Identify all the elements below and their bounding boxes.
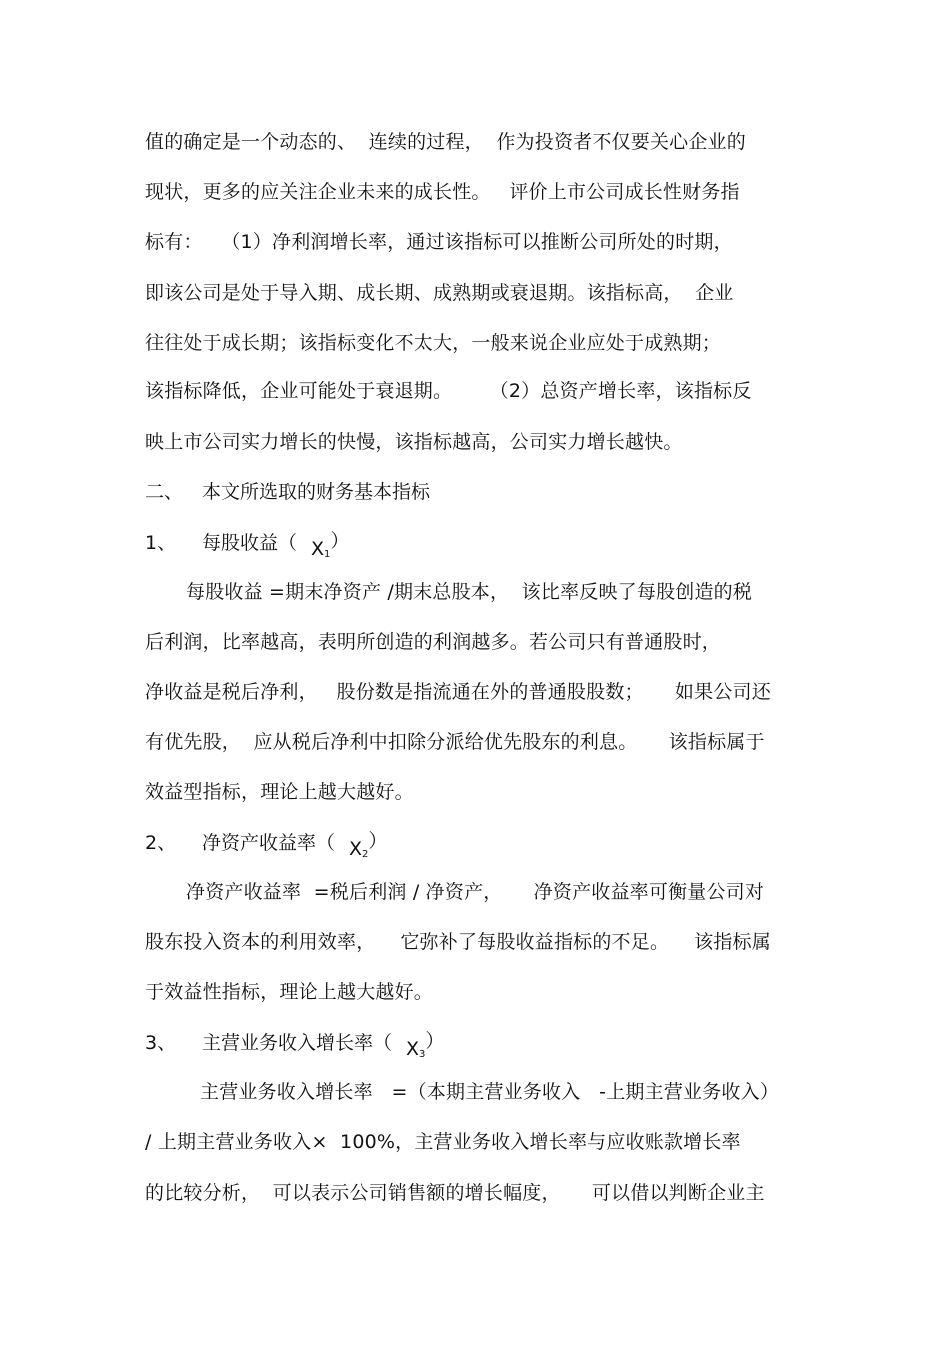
paragraph-line: 于效益性指标，理论上越大越好。 (145, 981, 434, 1003)
item-title-text: 主营业务收入增长率（ (202, 1032, 393, 1054)
section-title: 本文所选取的财务基本指标 (202, 481, 431, 503)
paragraph-line: 值的确定是一个动态的、 连续的过程， 作为投资者不仅要关心企业的 (145, 131, 746, 153)
paragraph-line: 主营业务收入增长率 =（本期主营业务收入 -上期主营业务收入） (200, 1081, 780, 1103)
item-number: 2、 (145, 832, 177, 854)
paragraph-line: 净收益是税后净利， 股份数是指流通在外的普通股股数； 如果公司还 (145, 681, 771, 703)
item-title (202, 831, 387, 859)
paragraph-line: 净资产收益率 =税后利润 / 净资产， 净资产收益率可衡量公司对 (186, 881, 765, 903)
paragraph-line: 即该公司是处于导入期、成长期、成熟期或衰退期。该指标高， 企业 (145, 282, 734, 304)
item-number: 1、 (145, 532, 177, 554)
variable-symbol: X (349, 838, 363, 860)
variable-symbol: X (311, 538, 325, 560)
paragraph-line: 有优先股， 应从税后净利中扣除分派给优先股东的利息。 该指标属于 (145, 731, 765, 753)
paragraph-line: 每股收益 =期末净资产 /期末总股本， 该比率反映了每股创造的税 (186, 581, 753, 603)
paragraph-line: 现状，更多的应关注企业未来的成长性。 评价上市公司成长性财务指 (145, 181, 740, 203)
item-title-text: 净资产收益率（ (202, 832, 336, 854)
paragraph-line: 股东投入资本的利用效率， 它弥补了每股收益指标的不足。 该指标属 (145, 931, 771, 953)
variable-symbol: X (406, 1038, 420, 1060)
closing-paren: ） (425, 1030, 445, 1052)
paragraph-line: 后利润，比率越高，表明所创造的利润越多。若公司只有普通股时， (145, 631, 722, 653)
closing-paren: ） (330, 530, 350, 552)
variable-subscript: 2 (362, 849, 369, 860)
item-title (202, 1031, 444, 1059)
paragraph-line: / 上期主营业务收入× 100%，主营业务收入增长率与应收账款增长率 (145, 1131, 741, 1153)
paragraph-line: 往往处于成长期；该指标变化不太大，一般来说企业应处于成熟期； (145, 332, 722, 354)
paragraph-line: 标有： （1）净利润增长率，通过该指标可以推断公司所处的时期， (145, 231, 733, 253)
closing-paren: ） (368, 830, 388, 852)
paragraph-line: 的比较分析， 可以表示公司销售额的增长幅度， 可以借以判断企业主 (145, 1182, 765, 1204)
item-number: 3、 (145, 1032, 177, 1054)
paragraph-line: 效益型指标，理论上越大越好。 (145, 781, 414, 803)
paragraph-line: 该指标降低，企业可能处于衰退期。 （2）总资产增长率，该指标反 (145, 380, 752, 402)
item-title-text: 每股收益（ (202, 532, 298, 554)
item-title (202, 531, 349, 559)
variable-subscript: 1 (324, 549, 331, 560)
section-number: 二、 (145, 481, 184, 503)
variable-subscript: 3 (419, 1049, 426, 1060)
paragraph-line: 映上市公司实力增长的快慢，该指标越高，公司实力增长越快。 (145, 431, 683, 453)
